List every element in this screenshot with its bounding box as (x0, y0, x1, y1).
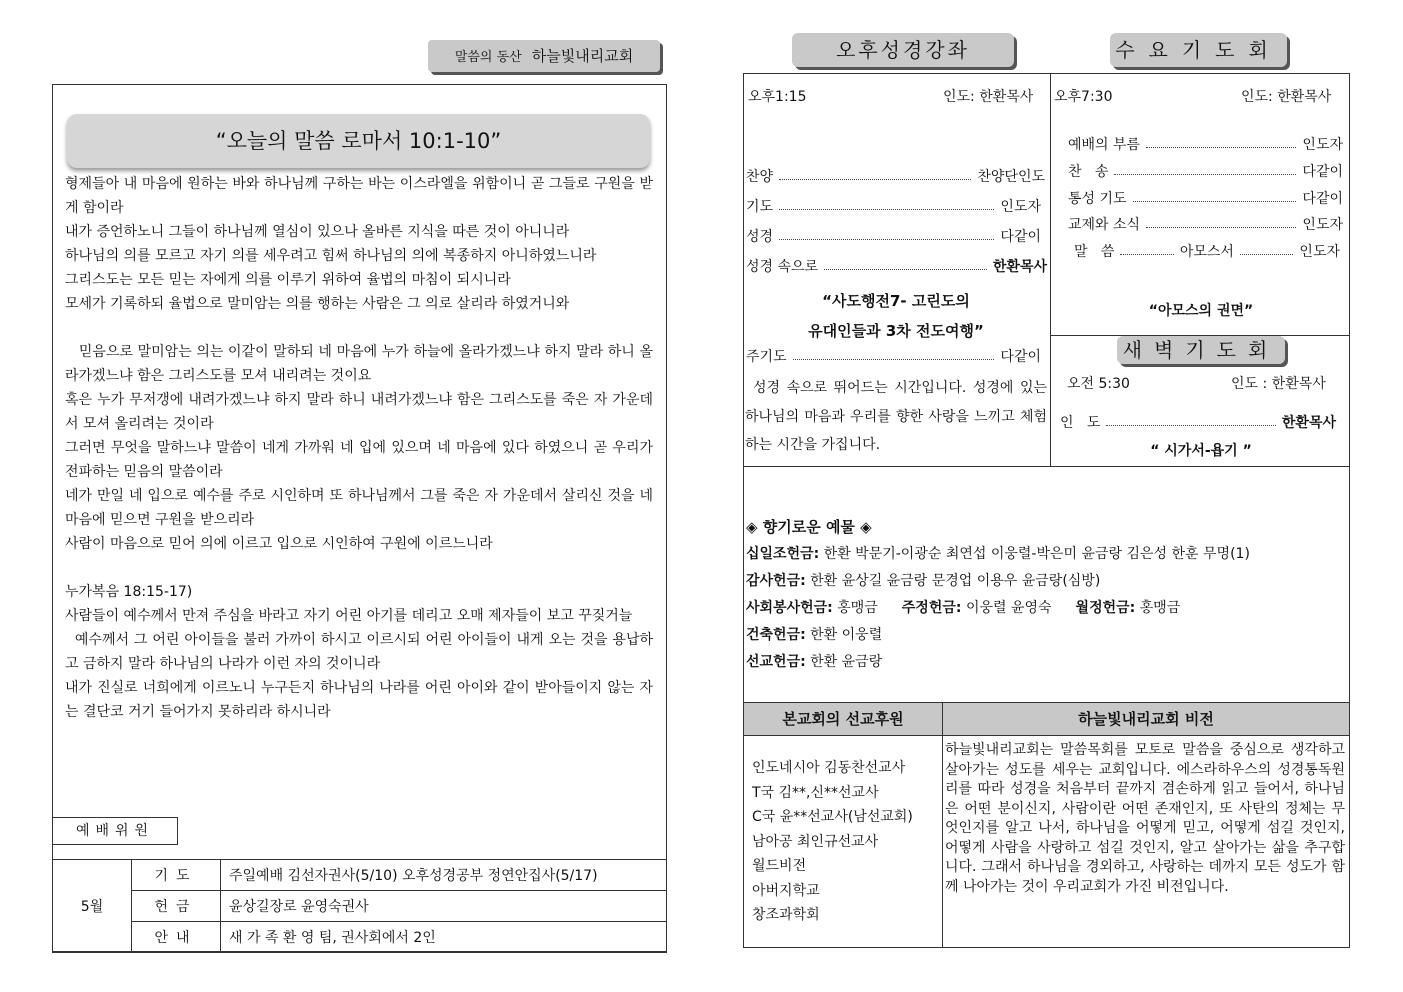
scripture-reference: 누가복음 18:15-17) (65, 584, 193, 600)
wednesday-time: 오후7:30 (1054, 89, 1113, 105)
offering-names: 한환 박문기-이광순 최연섭 이웅렬-박은미 윤금랑 김은성 한훈 무명(1) (823, 546, 1250, 562)
scripture-paragraph: 내가 증언하노니 그들이 하나님께 열심이 있으나 올바른 지식을 따른 것이 아니니라 (65, 224, 570, 240)
scripture-paragraph: 예수께서 그 어린 아이들을 불러 가까이 하시고 이르시되 어린 아이들이 내게 오는 것을 용납하고 금하지 말라 하나님의 나라가 이런 자의 것이니라 (65, 632, 654, 672)
scripture-paragraph: 하나님의 의를 모르고 자기 의를 세우려고 힘써 하나님의 의에 복종하지 아니하였느니라 (65, 248, 597, 264)
program-label: 통성 기도 (1068, 191, 1127, 207)
offering-line (746, 595, 1346, 622)
column-divider (942, 702, 943, 948)
list-item: 창조과학회 (752, 907, 820, 923)
program-row (1060, 413, 1336, 433)
paragraph-spacer (65, 316, 653, 340)
scripture-paragraph: 믿음으로 말미암는 의는 이같이 말하되 네 마음에 누가 하늘에 올라가겠느냐 하지 말라 하니 올라가겠느냐 함은 그리스도를 모셔 내리려는 것이요 (65, 344, 653, 384)
program-label: 성경 (746, 229, 774, 245)
scripture-paragraph: 혹은 누가 무저갱에 내려가겠느냐 하지 말라 하니 내려가겠느냐 함은 그리스도를 죽은 자 가운데서 모셔 올리려는 것이라 (65, 392, 653, 432)
offering-label: 감사헌금: (746, 573, 806, 589)
vision-text: 하늘빛내리교회는 말씀목회를 모토로 말씀을 중심으로 생각하고 살아가는 성도를 세우는 교회입니다. 에스라하우스의 성경통독원리를 따라 성경을 처음부터 끝까지 겸손하게 읽고 들어서, 하나님은 어떤 분이신지, 사람이란 어떤 존재인지, 또 사탄의 정체는 무엇인지를 알고 나서, 하나님을 어떻게 믿고, 어떻게 섬길 것인지, 어떻게 사람을 사랑하고 섬길 것인지, 알고 살아가는 삶을 추구합니다. 그래서 하나님을 경외하고, 사랑하는 데까지 모든 성도가 함께 나아가는 것이 우리교회가 가진 비전입니다. (945, 742, 1345, 895)
column-divider (1050, 73, 1051, 466)
scripture-paragraph: 모세가 기록하되 율법으로 말미암는 의를 행하는 사람은 그 의로 살리라 하였거니와 (65, 296, 570, 312)
vision-header: 하늘빛내리교회 비전 (943, 703, 1349, 735)
program-label: 찬양 (746, 169, 774, 185)
offering-names: 한환 윤금랑 (810, 654, 883, 670)
offering-label: 건축헌금: (746, 627, 806, 643)
worship-committee-label: 예배위원 (52, 817, 178, 845)
program-row (1068, 189, 1343, 209)
dot-leader (1106, 425, 1275, 426)
afternoon-study-title: 오후성경강좌 (792, 33, 1014, 67)
wednesday-leader: 인도: 한환목사 (1241, 89, 1332, 105)
program-value: 인도자 (1302, 137, 1343, 153)
offering-label: 월정헌금: (1075, 600, 1136, 616)
program-label: 교제와 소식 (1068, 217, 1141, 233)
dot-leader (1146, 147, 1296, 148)
worship-duty-table (52, 859, 667, 953)
dot-leader (1120, 254, 1173, 255)
offering-title: ◈ 향기로운 예물 ◈ (746, 518, 872, 536)
paragraph-spacer (65, 556, 653, 580)
sermon-row (1074, 242, 1340, 262)
scripture-text (65, 172, 653, 724)
offering-label: 사회봉사헌금: (746, 600, 833, 616)
duty-role: 기도 (132, 860, 221, 891)
dot-leader (779, 179, 971, 180)
offering-names: 이웅렬 윤영숙 (965, 600, 1052, 616)
dawn-time: 오전 5:30 (1067, 376, 1130, 392)
program-label: 성경 속으로 (746, 259, 819, 275)
offering-names: 한환 이웅렬 (810, 627, 883, 643)
offering-line (746, 622, 1346, 649)
wednesday-sermon-title: “아모스의 권면” (1148, 303, 1254, 319)
scripture-paragraph: 사람이 마음으로 믿어 의에 이르고 입으로 시인하여 구원에 이르느니라 (65, 536, 493, 552)
program-label: 찬 송 (1068, 164, 1109, 180)
offering-names: 홍맹금 (1139, 600, 1181, 616)
offering-names: 한환 윤상길 윤금랑 문경업 이용우 윤금랑(심방) (810, 573, 1101, 589)
duty-role: 헌금 (132, 891, 221, 922)
church-name: 하늘빛내리교회 (531, 47, 634, 65)
table-row (53, 922, 667, 953)
duty-value: 윤상길장로 윤영숙권사 (221, 891, 667, 922)
list-item: 월드비전 (752, 858, 807, 874)
program-row (746, 347, 1041, 367)
afternoon-topic-line2: 유대인들과 3차 전도여행” (808, 322, 984, 340)
program-row (746, 257, 1047, 277)
program-label: 말 씀 (1074, 244, 1115, 260)
program-value: 찬양단인도 (977, 169, 1045, 185)
offering-label: 선교헌금: (746, 654, 806, 670)
dot-leader (824, 269, 987, 270)
offering-line (746, 568, 1346, 595)
list-item: 남아공 최인규선교사 (752, 833, 879, 850)
program-value: 한환목사 (1281, 415, 1336, 431)
program-row (1068, 215, 1343, 235)
afternoon-leader: 인도: 한환목사 (943, 89, 1034, 105)
program-value: 다같이 (1302, 191, 1343, 207)
program-value: 다같이 (1000, 229, 1041, 245)
program-value: 인도자 (1299, 244, 1340, 260)
program-label: 기도 (746, 199, 774, 215)
program-row (746, 167, 1045, 187)
program-row (746, 227, 1041, 247)
section-divider (743, 735, 1350, 736)
dot-leader (779, 239, 994, 240)
program-value: 인도자 (1302, 217, 1343, 233)
scripture-paragraph: 네가 만일 네 입으로 예수를 주로 시인하며 또 하나님께서 그를 죽은 자 가운데서 살리신 것을 네 마음에 믿으면 구원을 받으리라 (65, 488, 653, 528)
church-motto: 말씀의 동산 (454, 50, 522, 65)
afternoon-time: 오후1:15 (748, 89, 807, 105)
dawn-scripture: “ 시가서-욥기 ” (1150, 443, 1252, 459)
scripture-paragraph: 내가 진실로 너희에게 이르노니 누구든지 하나님의 나라를 어린 아이와 같이 받아들이지 않는 자는 결단코 거기 들어가지 못하리라 하시니라 (65, 680, 653, 720)
list-item: C국 윤**선교사(남선교회) (752, 809, 913, 825)
program-label: 인 도 (1060, 415, 1101, 431)
dot-leader (1146, 227, 1296, 228)
offering-line (746, 649, 1346, 676)
section-divider (743, 466, 1350, 467)
program-label: 주기도 (746, 349, 787, 365)
scripture-paragraph: 그리스도는 모든 믿는 자에게 의를 이루기 위하여 율법의 마침이 되시니라 (65, 272, 511, 288)
table-row (53, 860, 667, 891)
program-row (1068, 162, 1343, 182)
offering-line (746, 541, 1346, 568)
program-row (746, 197, 1041, 217)
dot-leader (1133, 201, 1297, 202)
program-value: 한환목사 (992, 259, 1047, 275)
duty-value: 새 가 족 환 영 팀, 권사회에서 2인 (221, 922, 667, 953)
offering-names: 홍맹금 (837, 600, 878, 616)
program-label: 예배의 부름 (1068, 137, 1141, 153)
month-cell: 5월 (53, 860, 132, 953)
dot-leader (779, 209, 994, 210)
list-item: 아버지학교 (752, 882, 820, 899)
offering-section (746, 514, 1346, 676)
afternoon-description: 성경 속으로 뛰어드는 시간입니다. 성경에 있는 하나님의 마음과 우리를 향한 사랑을 느끼고 체험하는 시간을 가집니다. (745, 380, 1047, 453)
wednesday-prayer-title: 수요기도회 (1110, 33, 1287, 67)
offering-label: 십일조헌금: (746, 546, 820, 562)
scripture-paragraph: 형제들아 내 마음에 원하는 바와 하나님께 구하는 바는 이스라엘을 위함이니 곧 그들로 구원을 받게 함이라 (65, 176, 653, 216)
dawn-leader: 인도 : 한환목사 (1231, 376, 1326, 392)
afternoon-topic-line1: “사도행전7- 고린도의 (822, 292, 970, 310)
duty-role: 안내 (132, 922, 221, 953)
offering-label: 주정헌금: (901, 600, 962, 616)
dot-leader (1240, 254, 1293, 255)
program-value: 다같이 (1000, 349, 1041, 365)
church-banner (428, 40, 660, 72)
dawn-prayer-title: 새벽기도회 (1117, 336, 1285, 364)
duty-value: 주일예배 김선자권사(5/10) 오후성경공부 정연안집사(5/17) (221, 860, 667, 891)
program-value: 인도자 (1000, 199, 1041, 215)
dot-leader (793, 359, 995, 360)
scripture-paragraph: 사람들이 예수께서 만져 주심을 바라고 자기 어린 아기를 데리고 오매 제자들이 보고 꾸짖거늘 (65, 608, 633, 624)
missions-header: 본교회의 선교후원 (744, 703, 942, 735)
list-item: T국 김**,신**선교사 (752, 784, 879, 801)
scripture-paragraph: 그러면 무엇을 말하느냐 말씀이 네게 가까워 네 입에 있으며 네 마음에 있다 하였으니 곧 우리가 전파하는 믿음의 말씀이라 (65, 440, 653, 480)
program-row (1068, 135, 1343, 155)
program-value: 다같이 (1302, 164, 1343, 180)
table-row (53, 891, 667, 922)
list-item: 인도네시아 김동찬선교사 (752, 760, 906, 776)
sermon-book: 아모스서 (1179, 244, 1234, 260)
dot-leader (1114, 174, 1296, 175)
todays-verse-title: “오늘의 말씀 로마서 10:1-10” (67, 114, 650, 168)
missions-list (752, 756, 913, 928)
